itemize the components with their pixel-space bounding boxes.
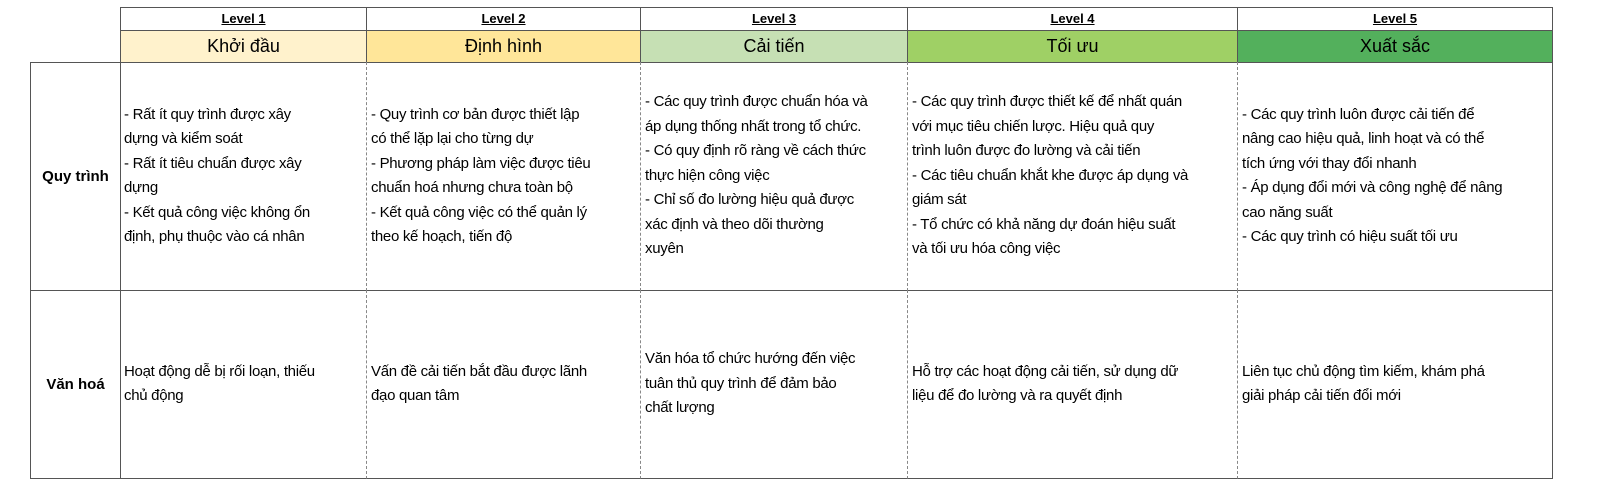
table-cell xyxy=(908,290,1238,479)
cell-text-line: - Các quy trình được thiết kế để nhất quán xyxy=(912,93,1182,111)
table-cell xyxy=(367,62,641,291)
table-cell xyxy=(120,290,367,479)
table-cell xyxy=(120,62,367,291)
cell-text-line: Văn hóa tổ chức hướng đến việc xyxy=(645,350,856,368)
cell-text-line: Hỗ trợ các hoạt động cải tiến, sử dụng dữ xyxy=(912,362,1179,380)
cell-text-line: - Các quy trình có hiệu suất tối ưu xyxy=(1242,228,1458,245)
cell-text-line: chất lượng xyxy=(645,399,715,417)
cell-text-line: - Có quy định rõ ràng về cách thức xyxy=(645,142,866,160)
cell-text-line: chủ động xyxy=(124,387,184,404)
table-cell xyxy=(641,290,908,479)
cell-text-line: Vấn đề cải tiến bắt đầu được lãnh xyxy=(371,362,587,380)
level-name-header: Định hình xyxy=(367,30,641,63)
cell-text-line: - Quy trình cơ bản được thiết lập xyxy=(371,105,580,123)
cell-text-line: định, phụ thuộc vào cá nhân xyxy=(124,228,305,245)
row-label: Văn hoá xyxy=(30,290,121,479)
cell-text-line: trình luôn được đo lường và cải tiến xyxy=(912,142,1141,160)
cell-text-line: xuyên xyxy=(645,240,684,258)
level-name-header: Cải tiến xyxy=(641,30,908,63)
table-cell xyxy=(1238,62,1553,291)
cell-text-line: cao năng suất xyxy=(1242,203,1333,221)
cell-text-line: - Kết quả công việc có thể quản lý xyxy=(371,203,587,221)
cell-text-line: Hoạt động dễ bị rối loạn, thiếu xyxy=(124,362,315,380)
cell-text-line: dựng và kiểm soát xyxy=(124,130,243,147)
cell-text-line: và tối ưu hóa công việc xyxy=(912,240,1061,258)
cell-text-line: thực hiện công việc xyxy=(645,166,770,184)
level-name-header: Tối ưu xyxy=(908,30,1238,63)
row-label: Quy trình xyxy=(30,62,121,291)
cell-text-line: - Áp dụng đổi mới và công nghệ để nâng xyxy=(1242,179,1503,196)
cell-text-line: - Các quy trình được chuẩn hóa và xyxy=(645,93,868,111)
table-cell xyxy=(1238,290,1553,479)
cell-text-line: liệu để đo lường và ra quyết định xyxy=(912,387,1123,404)
cell-text-line: chuẩn hoá nhưng chưa toàn bộ xyxy=(371,179,573,196)
cell-text-line: - Rất ít tiêu chuẩn được xây xyxy=(124,154,302,172)
level-name-header: Xuất sắc xyxy=(1238,30,1553,63)
cell-text-line: có thể lặp lại cho từng dự xyxy=(371,130,534,147)
level-number-header: Level 1 xyxy=(120,7,367,31)
level-number-header: Level 4 xyxy=(908,7,1238,31)
level-name-header: Khởi đầu xyxy=(120,30,367,63)
cell-text-line: với mục tiêu chiến lược. Hiệu quả quy xyxy=(912,117,1155,135)
table-cell xyxy=(908,62,1238,291)
cell-text-line: - Rất ít quy trình được xây xyxy=(124,105,291,123)
table-cell xyxy=(641,62,908,291)
cell-text-line: - Phương pháp làm việc được tiêu xyxy=(371,154,591,172)
cell-text-line: - Kết quả công việc không ổn xyxy=(124,203,310,221)
cell-text-line: tuân thủ quy trình để đảm bảo xyxy=(645,374,837,392)
cell-text-line: nâng cao hiệu quả, linh hoạt và có thể xyxy=(1242,130,1485,147)
cell-text-line: - Các quy trình luôn được cải tiến để xyxy=(1242,105,1475,123)
cell-text-line: theo kế hoạch, tiến độ xyxy=(371,228,513,245)
cell-text-line: - Chỉ số đo lường hiệu quả được xyxy=(645,191,854,209)
level-number-header: Level 5 xyxy=(1238,7,1553,31)
cell-text-line: dựng xyxy=(124,179,158,196)
level-number-header: Level 2 xyxy=(367,7,641,31)
cell-text-line: giám sát xyxy=(912,191,967,209)
table-cell xyxy=(367,290,641,479)
cell-text-line: xác định và theo dõi thường xyxy=(645,215,824,233)
cell-text-line: đạo quan tâm xyxy=(371,387,460,404)
cell-text-line: giải pháp cải tiến đổi mới xyxy=(1242,387,1401,404)
cell-text-line: - Các tiêu chuẩn khắt khe được áp dụng và xyxy=(912,166,1189,184)
cell-text-line: - Tổ chức có khả năng dự đoán hiệu suất xyxy=(912,215,1176,233)
cell-text-line: Liên tục chủ động tìm kiếm, khám phá xyxy=(1242,362,1485,380)
cell-text-line: áp dụng thống nhất trong tổ chức. xyxy=(645,117,862,135)
cell-text-line: tích ứng với thay đổi nhanh xyxy=(1242,154,1417,172)
level-number-header: Level 3 xyxy=(641,7,908,31)
